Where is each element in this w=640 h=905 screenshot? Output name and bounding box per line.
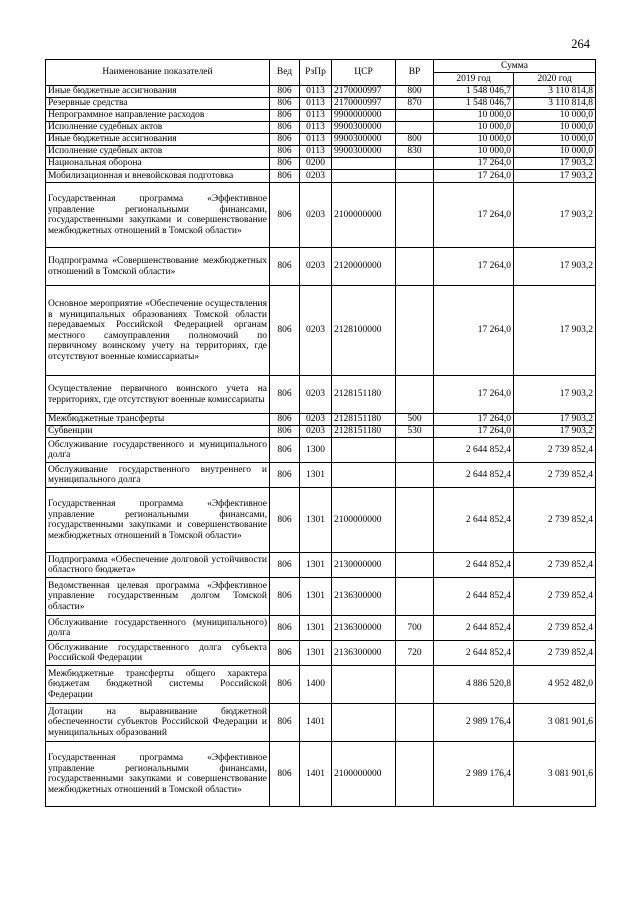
row-sum-2020: 10 000,0: [514, 134, 596, 146]
row-ved: 806: [270, 553, 300, 578]
table-row: [46, 742, 596, 807]
row-name: Ведомственная целевая программа «Эффективное управление государственным долгом Томской области»: [46, 578, 270, 616]
row-name: Мобилизационная и вневойсковая подготовка: [46, 170, 270, 183]
row-name: Иные бюджетные ассигнования: [46, 86, 270, 98]
row-sum-2019: 10 000,0: [434, 146, 514, 158]
row-ved: 806: [270, 122, 300, 134]
row-ved: 806: [270, 248, 300, 286]
row-rzpr: 1301: [300, 641, 332, 666]
row-name: Дотации на выравнивание бюджетной обеспеченности субъектов Российской Федерации и муниципальных образований: [46, 704, 270, 742]
row-rzpr: 0113: [300, 122, 332, 134]
row-rzpr: 0113: [300, 86, 332, 98]
row-vr: [396, 122, 434, 134]
row-rzpr: 0203: [300, 414, 332, 426]
header-rzpr: РзПр: [300, 60, 332, 86]
row-vr: [396, 110, 434, 122]
row-ved: 806: [270, 414, 300, 426]
row-csr: 2128151180: [332, 426, 396, 438]
row-vr: 530: [396, 426, 434, 438]
row-vr: [396, 553, 434, 578]
row-ved: 806: [270, 488, 300, 553]
row-vr: [396, 704, 434, 742]
row-rzpr: 1301: [300, 553, 332, 578]
row-sum-2019: 2 989 176,4: [434, 742, 514, 807]
row-csr: 2136300000: [332, 641, 396, 666]
table-row: [46, 616, 596, 641]
table-row: [46, 414, 596, 426]
row-sum-2019: 2 989 176,4: [434, 704, 514, 742]
table-row: [46, 286, 596, 376]
row-csr: 9900300000: [332, 146, 396, 158]
row-ved: 806: [270, 438, 300, 463]
header-year-2019: 2019 год: [434, 73, 514, 86]
row-sum-2020: 2 739 852,4: [514, 463, 596, 488]
table-row: [46, 426, 596, 438]
row-ved: 806: [270, 134, 300, 146]
row-sum-2020: 17 903,2: [514, 183, 596, 248]
table-row: [46, 146, 596, 158]
row-name: Межбюджетные трансферты: [46, 414, 270, 426]
table-body: [46, 86, 596, 807]
row-name: Государственная программа «Эффективное управление региональными финансами, государственными закупками и совершенствование межбюджетных отношений в Томской области»: [46, 742, 270, 807]
row-csr: 2130000000: [332, 553, 396, 578]
row-vr: [396, 666, 434, 704]
row-sum-2020: 2 739 852,4: [514, 578, 596, 616]
row-csr: [332, 463, 396, 488]
table-row: [46, 488, 596, 553]
budget-table: [45, 59, 596, 807]
row-rzpr: 1301: [300, 463, 332, 488]
row-vr: [396, 286, 434, 376]
row-name: Иные бюджетные ассигнования: [46, 134, 270, 146]
row-sum-2019: 2 644 852,4: [434, 438, 514, 463]
row-name: Осуществление первичного воинского учета на территориях, где отсутствуют военные комиссариаты: [46, 376, 270, 414]
row-csr: 2128100000: [332, 286, 396, 376]
row-sum-2020: 17 903,2: [514, 426, 596, 438]
row-rzpr: 0203: [300, 248, 332, 286]
row-rzpr: 1301: [300, 578, 332, 616]
table-row: [46, 170, 596, 183]
row-rzpr: 0200: [300, 158, 332, 170]
row-rzpr: 1301: [300, 488, 332, 553]
row-rzpr: 0203: [300, 183, 332, 248]
row-sum-2019: 17 264,0: [434, 248, 514, 286]
row-ved: 806: [270, 742, 300, 807]
row-ved: 806: [270, 704, 300, 742]
row-rzpr: 1301: [300, 616, 332, 641]
row-sum-2020: 3 081 901,6: [514, 742, 596, 807]
row-name: Обслуживание государственного внутреннего и муниципального долга: [46, 463, 270, 488]
table-row: [46, 376, 596, 414]
table-row: [46, 183, 596, 248]
row-sum-2019: 10 000,0: [434, 110, 514, 122]
row-name: Обслуживание государственного долга субъекта Российской Федерации: [46, 641, 270, 666]
row-sum-2019: 1 548 046,7: [434, 98, 514, 110]
row-vr: 800: [396, 86, 434, 98]
row-vr: 500: [396, 414, 434, 426]
row-sum-2019: 17 264,0: [434, 158, 514, 170]
header-sum: Сумма: [434, 60, 596, 73]
row-name: Резервные средства: [46, 98, 270, 110]
row-sum-2019: 17 264,0: [434, 414, 514, 426]
table-row: [46, 666, 596, 704]
row-vr: 800: [396, 134, 434, 146]
row-ved: 806: [270, 641, 300, 666]
row-ved: 806: [270, 183, 300, 248]
row-csr: 2128151180: [332, 376, 396, 414]
row-csr: [332, 666, 396, 704]
row-rzpr: 1401: [300, 704, 332, 742]
row-sum-2019: 4 886 520,8: [434, 666, 514, 704]
row-sum-2020: 2 739 852,4: [514, 641, 596, 666]
row-sum-2020: 2 739 852,4: [514, 488, 596, 553]
row-ved: 806: [270, 426, 300, 438]
row-ved: 806: [270, 616, 300, 641]
row-sum-2020: 4 952 482,0: [514, 666, 596, 704]
row-ved: 806: [270, 376, 300, 414]
table-row: [46, 248, 596, 286]
row-name: Национальная оборона: [46, 158, 270, 170]
row-rzpr: 1401: [300, 742, 332, 807]
row-ved: 806: [270, 110, 300, 122]
row-csr: 2120000000: [332, 248, 396, 286]
row-ved: 806: [270, 158, 300, 170]
row-vr: [396, 183, 434, 248]
row-csr: 2128151180: [332, 414, 396, 426]
row-csr: [332, 438, 396, 463]
row-rzpr: 0113: [300, 134, 332, 146]
header-ved: Вед: [270, 60, 300, 86]
row-sum-2020: 17 903,2: [514, 158, 596, 170]
row-name: Государственная программа «Эффективное управление региональными финансами, государственными закупками и совершенствование межбюджетных отношений в Томской области»: [46, 488, 270, 553]
row-vr: [396, 248, 434, 286]
table-row: [46, 553, 596, 578]
row-rzpr: 0203: [300, 286, 332, 376]
row-name: Государственная программа «Эффективное управление региональными финансами, государственными закупками и совершенствование межбюджетных отношений в Томской области»: [46, 183, 270, 248]
table-row: [46, 86, 596, 98]
row-name: Межбюджетные трансферты общего характера бюджетам бюджетной системы Российской Федерации: [46, 666, 270, 704]
row-name: Подпрограмма «Обеспечение долговой устойчивости областного бюджета»: [46, 553, 270, 578]
row-sum-2019: 1 548 046,7: [434, 86, 514, 98]
row-sum-2020: 3 110 814,8: [514, 86, 596, 98]
table-row: [46, 641, 596, 666]
row-sum-2020: 17 903,2: [514, 248, 596, 286]
row-sum-2019: 17 264,0: [434, 376, 514, 414]
row-ved: 806: [270, 578, 300, 616]
row-sum-2020: 2 739 852,4: [514, 553, 596, 578]
row-rzpr: 0203: [300, 376, 332, 414]
row-vr: [396, 170, 434, 183]
row-name: Основное мероприятие «Обеспечение осуществления в муниципальных образованиях Томской области передаваемых Российской Федерацией органам местного самоуправления полномочий по первичному воинскому учету на территориях, где отсутствуют военные комиссариаты»: [46, 286, 270, 376]
header-name: Наименование показателей: [46, 60, 270, 86]
table-row: [46, 578, 596, 616]
row-sum-2020: 17 903,2: [514, 170, 596, 183]
table-row: [46, 98, 596, 110]
row-sum-2020: 17 903,2: [514, 376, 596, 414]
row-csr: [332, 170, 396, 183]
row-rzpr: 0203: [300, 426, 332, 438]
row-sum-2019: 17 264,0: [434, 170, 514, 183]
row-sum-2019: 2 644 852,4: [434, 553, 514, 578]
row-name: Подпрограмма «Совершенствование межбюджетных отношений в Томской области»: [46, 248, 270, 286]
row-sum-2020: 2 739 852,4: [514, 616, 596, 641]
row-sum-2020: 10 000,0: [514, 122, 596, 134]
table-row: [46, 110, 596, 122]
row-sum-2019: 10 000,0: [434, 122, 514, 134]
row-ved: 806: [270, 86, 300, 98]
row-rzpr: 0113: [300, 110, 332, 122]
header-year-2020: 2020 год: [514, 73, 596, 86]
row-csr: 2100000000: [332, 742, 396, 807]
row-sum-2019: 10 000,0: [434, 134, 514, 146]
row-name: Обслуживание государственного (муниципального) долга: [46, 616, 270, 641]
header-vr: ВР: [396, 60, 434, 86]
page-number: 264: [571, 37, 590, 51]
row-rzpr: 1300: [300, 438, 332, 463]
row-csr: 2136300000: [332, 616, 396, 641]
row-sum-2019: 2 644 852,4: [434, 641, 514, 666]
row-rzpr: 1400: [300, 666, 332, 704]
row-rzpr: 0203: [300, 170, 332, 183]
table-row: [46, 158, 596, 170]
row-sum-2019: 17 264,0: [434, 183, 514, 248]
row-name: Непрограммное направление расходов: [46, 110, 270, 122]
row-sum-2019: 2 644 852,4: [434, 488, 514, 553]
row-sum-2020: 2 739 852,4: [514, 438, 596, 463]
row-ved: 806: [270, 98, 300, 110]
row-name: Исполнение судебных актов: [46, 122, 270, 134]
row-vr: 700: [396, 616, 434, 641]
row-csr: 2170000997: [332, 98, 396, 110]
table-row: [46, 134, 596, 146]
row-ved: 806: [270, 666, 300, 704]
row-sum-2020: 10 000,0: [514, 146, 596, 158]
row-sum-2019: 2 644 852,4: [434, 578, 514, 616]
row-sum-2019: 2 644 852,4: [434, 463, 514, 488]
row-vr: 870: [396, 98, 434, 110]
row-vr: [396, 158, 434, 170]
row-sum-2020: 3 110 814,8: [514, 98, 596, 110]
row-ved: 806: [270, 463, 300, 488]
row-csr: 9900300000: [332, 134, 396, 146]
header-csr: ЦСР: [332, 60, 396, 86]
table-row: [46, 704, 596, 742]
row-csr: 2136300000: [332, 578, 396, 616]
row-vr: [396, 438, 434, 463]
table-row: [46, 438, 596, 463]
row-ved: 806: [270, 146, 300, 158]
row-csr: 2170000997: [332, 86, 396, 98]
row-vr: [396, 376, 434, 414]
row-csr: 9900000000: [332, 110, 396, 122]
row-vr: [396, 488, 434, 553]
table-row: [46, 463, 596, 488]
row-vr: [396, 578, 434, 616]
row-vr: [396, 463, 434, 488]
row-vr: [396, 742, 434, 807]
row-ved: 806: [270, 170, 300, 183]
row-ved: 806: [270, 286, 300, 376]
row-vr: 830: [396, 146, 434, 158]
table-row: [46, 122, 596, 134]
row-rzpr: 0113: [300, 98, 332, 110]
row-name: Обслуживание государственного и муниципального долга: [46, 438, 270, 463]
row-csr: [332, 158, 396, 170]
row-csr: 9900300000: [332, 122, 396, 134]
row-sum-2019: 17 264,0: [434, 426, 514, 438]
row-csr: 2100000000: [332, 183, 396, 248]
row-name: Исполнение судебных актов: [46, 146, 270, 158]
row-rzpr: 0113: [300, 146, 332, 158]
row-sum-2019: 17 264,0: [434, 286, 514, 376]
row-csr: 2100000000: [332, 488, 396, 553]
row-name: Субвенции: [46, 426, 270, 438]
row-sum-2020: 10 000,0: [514, 110, 596, 122]
row-sum-2020: 3 081 901,6: [514, 704, 596, 742]
row-vr: 720: [396, 641, 434, 666]
row-sum-2019: 2 644 852,4: [434, 616, 514, 641]
row-sum-2020: 17 903,2: [514, 414, 596, 426]
row-csr: [332, 704, 396, 742]
row-sum-2020: 17 903,2: [514, 286, 596, 376]
